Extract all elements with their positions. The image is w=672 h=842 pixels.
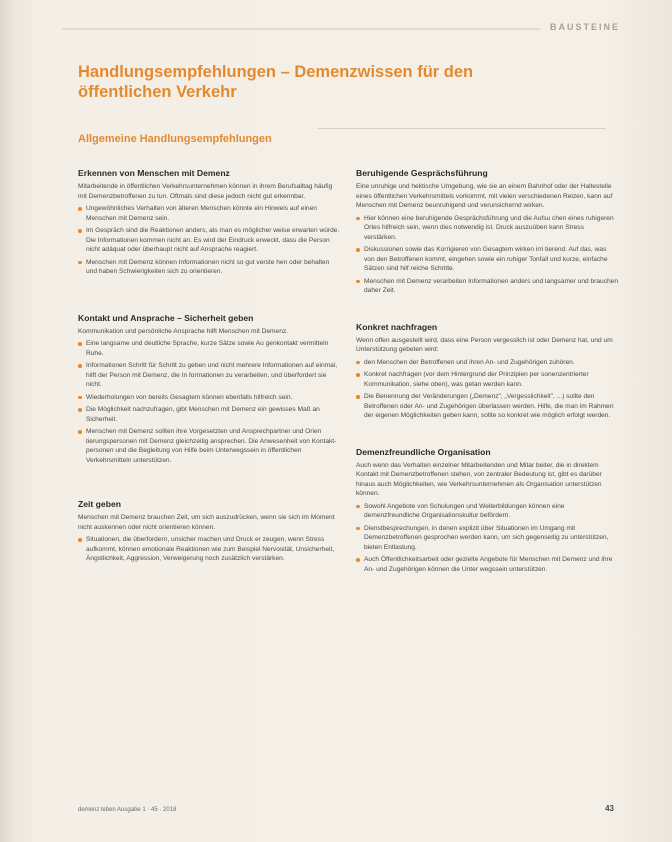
list-item	[356, 358, 618, 368]
bullet-icon	[78, 396, 82, 400]
section-intro: Kommunikation und persönliche Ansprache hilft Menschen mit Demenz.	[78, 327, 289, 335]
list-item-text: Konkret nachfragen (vor dem Hintergrund der Prinzipien per sonenzentrierter Kommunikation, siehe oben), was getan werden kann.	[364, 371, 589, 388]
section-kontakt	[78, 313, 340, 466]
bullet-icon	[78, 261, 82, 265]
list-item-text: den Menschen der Betroffenen und ihren An- und Zugehörigen zuhören.	[364, 358, 575, 366]
section-intro: Eine unruhige und hektische Umgebung, wie sie an einem Bahnhof oder der Haltestelle eines öffentlichen Verkehrsmittels vorkommt, mit vielen verschiedenen Reizen, kann auf Menschen mit Demenz beunruhigend und verunsichernd wirken.	[356, 183, 613, 209]
list-item	[356, 555, 618, 574]
list-item-text: Ungewöhnliches Verhalten von älteren Menschen könnte ein Hinweis auf einen Menschen mit Demenz sein.	[86, 205, 317, 222]
bullet-icon	[356, 373, 360, 377]
bullet-list	[356, 214, 618, 296]
list-item-text: Situationen, die überfordern, unsicher machen und Druck er zeugen, wenn Stress aufkommt, können emotionale Reaktionen wie zum Beispiel Nervosität, Unsicherheit, Ängstlichkeit, Aggression, Verweigerung noch zusätzlich verstärken.	[86, 536, 335, 562]
section-subtitle: Allgemeine Handlungsempfehlungen	[78, 133, 272, 145]
section-intro: Mitarbeitende in öffentlichen Verkehrsunternehmen können in ihrem Berufsalltag häufig mit Demenzbetroffenen zu tun. Oftmals sind diese jedoch nicht gut erkennbar.	[78, 183, 333, 200]
bullet-icon	[356, 558, 360, 562]
page-number: 43	[605, 804, 614, 813]
bullet-icon	[78, 342, 82, 346]
section-gespraech	[356, 168, 618, 296]
list-item-text: Hier können eine beruhigende Gesprächsführung und die Aufsu chen eines ruhigeren Ortes hilfreich sein, wenn dies notwendig ist. Druck auszuüben kann Stress verstärken.	[364, 214, 614, 241]
list-item-text: Informationen Schritt für Schritt zu geben und nicht mehrere Informationen auf einmal, hilft der Person mit Demenz, die In formationen zu verarbeiten, und überfordert sie nicht.	[86, 362, 338, 388]
section-intro: Menschen mit Demenz brauchen Zeit, um sich auszudrücken, wenn sie sich im Moment nicht auskennen oder nicht orientieren können.	[78, 514, 335, 531]
bullet-list	[356, 502, 618, 575]
list-item	[356, 524, 618, 553]
list-item	[356, 214, 618, 243]
page-fold-shadow	[0, 0, 14, 842]
list-item	[356, 392, 618, 421]
bullet-list	[78, 535, 340, 564]
list-item	[356, 245, 618, 274]
bullet-icon	[78, 207, 82, 211]
section-organisation	[356, 447, 618, 575]
bullet-icon	[356, 361, 360, 365]
list-item	[78, 226, 340, 255]
list-item	[356, 502, 618, 521]
section-intro: Auch wenn das Verhalten einzelner Mitarbeitenden und Mitar beiter, die in direktem Kontakt mit Demenzbetroffenen stehen, von zentraler Bedeutung ist, gibt es darüber hinaus auch Möglichkeiten, wie Verkehrsunternehmen als Organisation unterstützen können.	[356, 461, 602, 497]
section-nachfragen	[356, 322, 618, 421]
list-item	[356, 277, 618, 296]
page-title: Handlungsempfehlungen – Demenzwissen für den öffentlichen Verkehr	[78, 63, 474, 101]
footer-publication: demenz leben Ausgabe 1 · 45 · 2018	[78, 807, 177, 813]
list-item	[78, 361, 340, 390]
list-item	[78, 535, 340, 564]
list-item	[78, 204, 340, 223]
bullet-icon	[78, 408, 82, 412]
section-heading: Zeit geben	[78, 499, 121, 509]
right-column	[356, 168, 618, 577]
bullet-icon	[356, 527, 360, 531]
list-item-text: Die Möglichkeit nachzufragen, gibt Menschen mit Demenz ein gewisses Maß an Sicherheit.	[86, 406, 320, 423]
list-item-text: Auch Öffentlichkeitsarbeit oder gezielte Angebote für Menschen mit Demenz und ihre An- und Zugehörigen können die Unter wegssein unterstützen.	[364, 556, 613, 573]
list-item	[78, 339, 340, 358]
section-divider	[318, 128, 606, 129]
list-item-text: Menschen mit Demenz verarbeiten Informationen anders und langsamer und brauchen daher Zeit.	[364, 277, 619, 294]
bullet-icon	[78, 364, 82, 368]
bullet-list	[78, 339, 340, 465]
section-erkennen	[78, 168, 340, 277]
list-item-text: Die Benennung der Veränderungen („Demenz", „Vergesslichkeit", ...) sollte den Betroffenen oder An- und Zugehörigen überlassen werden. Hilfe, die man im Rahmen der eigenen Möglichkeiten geben kann, sollte so konkret wie möglich erfolgt werden.	[364, 393, 614, 419]
bullet-icon	[78, 229, 82, 233]
section-heading: Demenzfreundliche Organisation	[356, 446, 491, 457]
bullet-icon	[356, 280, 360, 284]
section-zeit	[78, 499, 340, 564]
left-column	[78, 168, 340, 567]
section-heading: Erkennen von Menschen mit Demenz	[78, 168, 230, 178]
list-item-text: Sowohl Angebote von Schulungen und Weiterbildungen können eine demenzfreundliche Organisationskultur befördern.	[364, 502, 565, 519]
bullet-icon	[356, 505, 360, 509]
list-item-text: Menschen mit Demenz sollten ihre Vorgesetzten und Ansprechpartner und Orien tierungspersonen mit Demenz gleichzeitig ansprechen. Die Anwesenheit von Kontaktpersonen und die Begleitung von Hilfe beim Unterwegssein in öffentlichen Verkehrsmitteln unterstützen.	[86, 428, 337, 464]
list-item-text: Im Gespräch sind die Reaktionen anders, als man es möglicher weise erwarten würde. Die Informationen kommen nicht an. Es wird der Eindruck erweckt, dass die Person nicht adäquat oder überhaupt nicht auf Ansprache reagiert.	[86, 227, 340, 253]
list-item	[356, 370, 618, 389]
list-item-text: Menschen mit Demenz können Informationen nicht so gut verste hen oder behalten und haben Schwierigkeiten sich zu orientieren.	[86, 258, 330, 275]
section-intro: Wenn offen ausgestellt wird, dass eine Person vergesslich ist oder Demenz hat, und um Unterstützung gebeten wird:	[356, 336, 613, 353]
bullet-icon	[356, 395, 360, 399]
bullet-icon	[356, 248, 360, 252]
section-heading: Kontakt und Ansprache – Sicherheit geben	[78, 312, 254, 323]
section-heading: Beruhigende Gesprächsführung	[356, 168, 488, 178]
bullet-icon	[78, 430, 82, 434]
header-rule	[62, 28, 540, 30]
bullet-list	[356, 358, 618, 421]
bullet-icon	[356, 217, 360, 221]
bullet-icon	[78, 538, 82, 542]
section-tag: BAUSTEINE	[549, 22, 620, 32]
list-item	[78, 393, 340, 403]
list-item-text: Wiederholungen von bereits Gesagtem können ebenfalls hilfreich sein.	[86, 393, 293, 401]
list-item	[78, 405, 340, 424]
list-item-text: Diskussionen sowie das Korrigieren von Gesagtem wirken irri tierend. Auf das, was von den Betroffenen kommt, eingehen sowie ein ruhiger Tonfall und kurze, einfache Sätzen sind hilf reiche Schritte.	[364, 246, 608, 272]
list-item	[78, 258, 340, 277]
bullet-list	[78, 204, 340, 277]
section-heading: Konkret nachfragen	[356, 321, 438, 332]
list-item	[78, 427, 340, 465]
list-item-text: Eine langsame und deutliche Sprache, kurze Sätze sowie Au genkontakt vermitteln Ruhe.	[86, 340, 329, 357]
list-item-text: Dienstbesprechungen, in denen explizit über Situationen im Umgang mit Demenzbetroffenen gesprochen werden kann, um sich gegenseitig zu unterstützen, bieten Entlastung.	[364, 524, 609, 551]
